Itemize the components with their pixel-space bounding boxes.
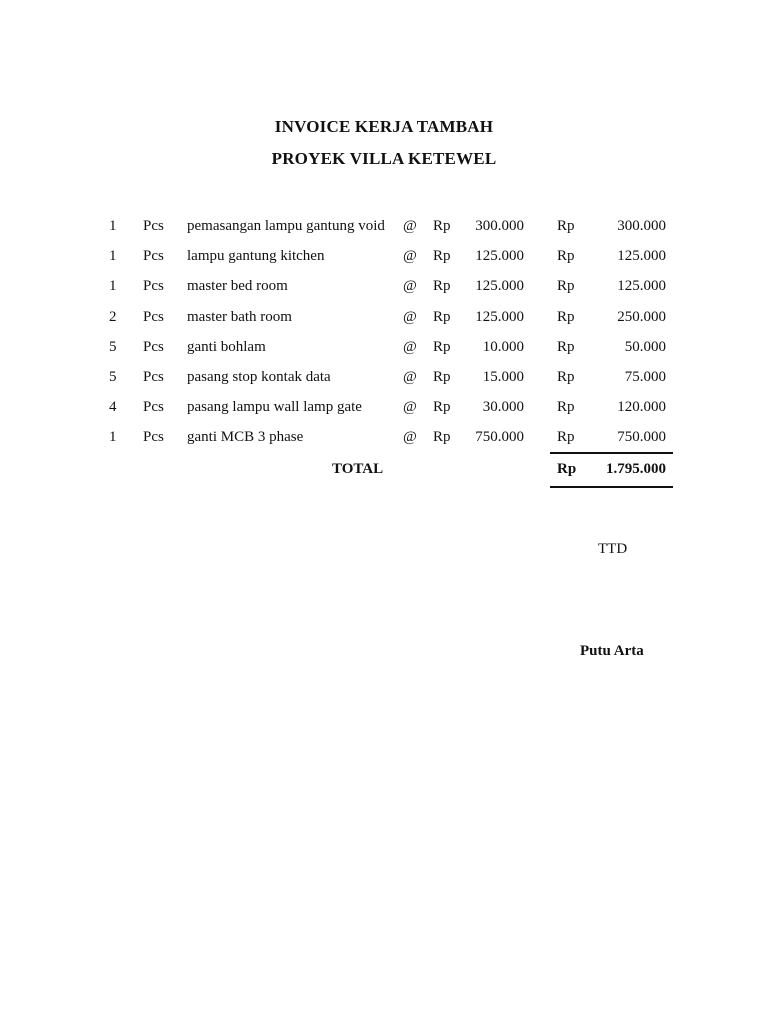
item-at-sign: @: [403, 399, 417, 415]
item-amount-currency: Rp: [557, 218, 575, 234]
item-amount: 50.000: [624, 339, 666, 355]
item-qty: 2: [109, 309, 117, 325]
signatory-name: Putu Arta: [580, 643, 644, 659]
project-subtitle: PROYEK VILLA KETEWEL: [271, 149, 497, 168]
invoice-title: INVOICE KERJA TAMBAH: [274, 117, 494, 136]
item-amount: 120.000: [617, 399, 666, 415]
table-row: [0, 429, 768, 459]
item-description: pemasangan lampu gantung void: [187, 218, 385, 234]
item-description: master bed room: [187, 278, 288, 294]
item-amount: 250.000: [617, 309, 666, 325]
item-amount: 125.000: [617, 248, 666, 264]
total-currency: Rp: [557, 461, 577, 477]
item-price-currency: Rp: [433, 429, 451, 445]
item-unit: Pcs: [143, 218, 164, 234]
item-qty: 1: [109, 429, 117, 445]
item-amount-currency: Rp: [557, 399, 575, 415]
item-qty: 5: [109, 369, 117, 385]
item-qty: 1: [109, 248, 117, 264]
item-at-sign: @: [403, 309, 417, 325]
total-label: TOTAL: [332, 461, 384, 477]
item-amount-currency: Rp: [557, 309, 575, 325]
item-unit-price: 125.000: [475, 278, 524, 294]
item-price-currency: Rp: [433, 369, 451, 385]
item-unit: Pcs: [143, 369, 164, 385]
item-description: pasang lampu wall lamp gate: [187, 399, 362, 415]
item-amount-currency: Rp: [557, 429, 575, 445]
item-price-currency: Rp: [433, 399, 451, 415]
item-unit-price: 10.000: [482, 339, 524, 355]
item-at-sign: @: [403, 278, 417, 294]
item-price-currency: Rp: [433, 218, 451, 234]
item-price-currency: Rp: [433, 309, 451, 325]
item-price-currency: Rp: [433, 278, 451, 294]
item-unit: Pcs: [143, 399, 164, 415]
table-row: [0, 309, 768, 339]
item-description: lampu gantung kitchen: [187, 248, 325, 264]
table-row: [0, 399, 768, 429]
item-amount: 300.000: [617, 218, 666, 234]
item-unit: Pcs: [143, 339, 164, 355]
item-amount: 750.000: [617, 429, 666, 445]
item-at-sign: @: [403, 339, 417, 355]
item-unit-price: 750.000: [475, 429, 524, 445]
table-row: [0, 218, 768, 248]
item-qty: 1: [109, 278, 117, 294]
item-unit: Pcs: [143, 309, 164, 325]
table-row: [0, 369, 768, 399]
item-unit-price: 125.000: [475, 309, 524, 325]
item-description: pasang stop kontak data: [187, 369, 331, 385]
item-amount-currency: Rp: [557, 369, 575, 385]
item-amount-currency: Rp: [557, 339, 575, 355]
item-amount: 125.000: [617, 278, 666, 294]
item-qty: 1: [109, 218, 117, 234]
item-unit: Pcs: [143, 278, 164, 294]
table-row: [0, 248, 768, 278]
item-amount-currency: Rp: [557, 278, 575, 294]
item-description: ganti MCB 3 phase: [187, 429, 304, 445]
item-unit: Pcs: [143, 248, 164, 264]
item-description: master bath room: [187, 309, 292, 325]
item-amount: 75.000: [624, 369, 666, 385]
item-unit: Pcs: [143, 429, 164, 445]
item-unit-price: 15.000: [482, 369, 524, 385]
item-qty: 4: [109, 399, 117, 415]
table-row: [0, 339, 768, 369]
item-at-sign: @: [403, 218, 417, 234]
item-description: ganti bohlam: [187, 339, 266, 355]
item-unit-price: 125.000: [475, 248, 524, 264]
item-at-sign: @: [403, 248, 417, 264]
item-price-currency: Rp: [433, 248, 451, 264]
signature-label: TTD: [598, 541, 628, 557]
total-amount: 1.795.000: [606, 461, 666, 477]
table-row: [0, 278, 768, 308]
item-at-sign: @: [403, 369, 417, 385]
item-amount-currency: Rp: [557, 248, 575, 264]
item-qty: 5: [109, 339, 117, 355]
item-price-currency: Rp: [433, 339, 451, 355]
total-top-rule: [550, 452, 673, 454]
item-at-sign: @: [403, 429, 417, 445]
total-bottom-rule: [550, 486, 673, 488]
item-unit-price: 300.000: [475, 218, 524, 234]
item-unit-price: 30.000: [482, 399, 524, 415]
